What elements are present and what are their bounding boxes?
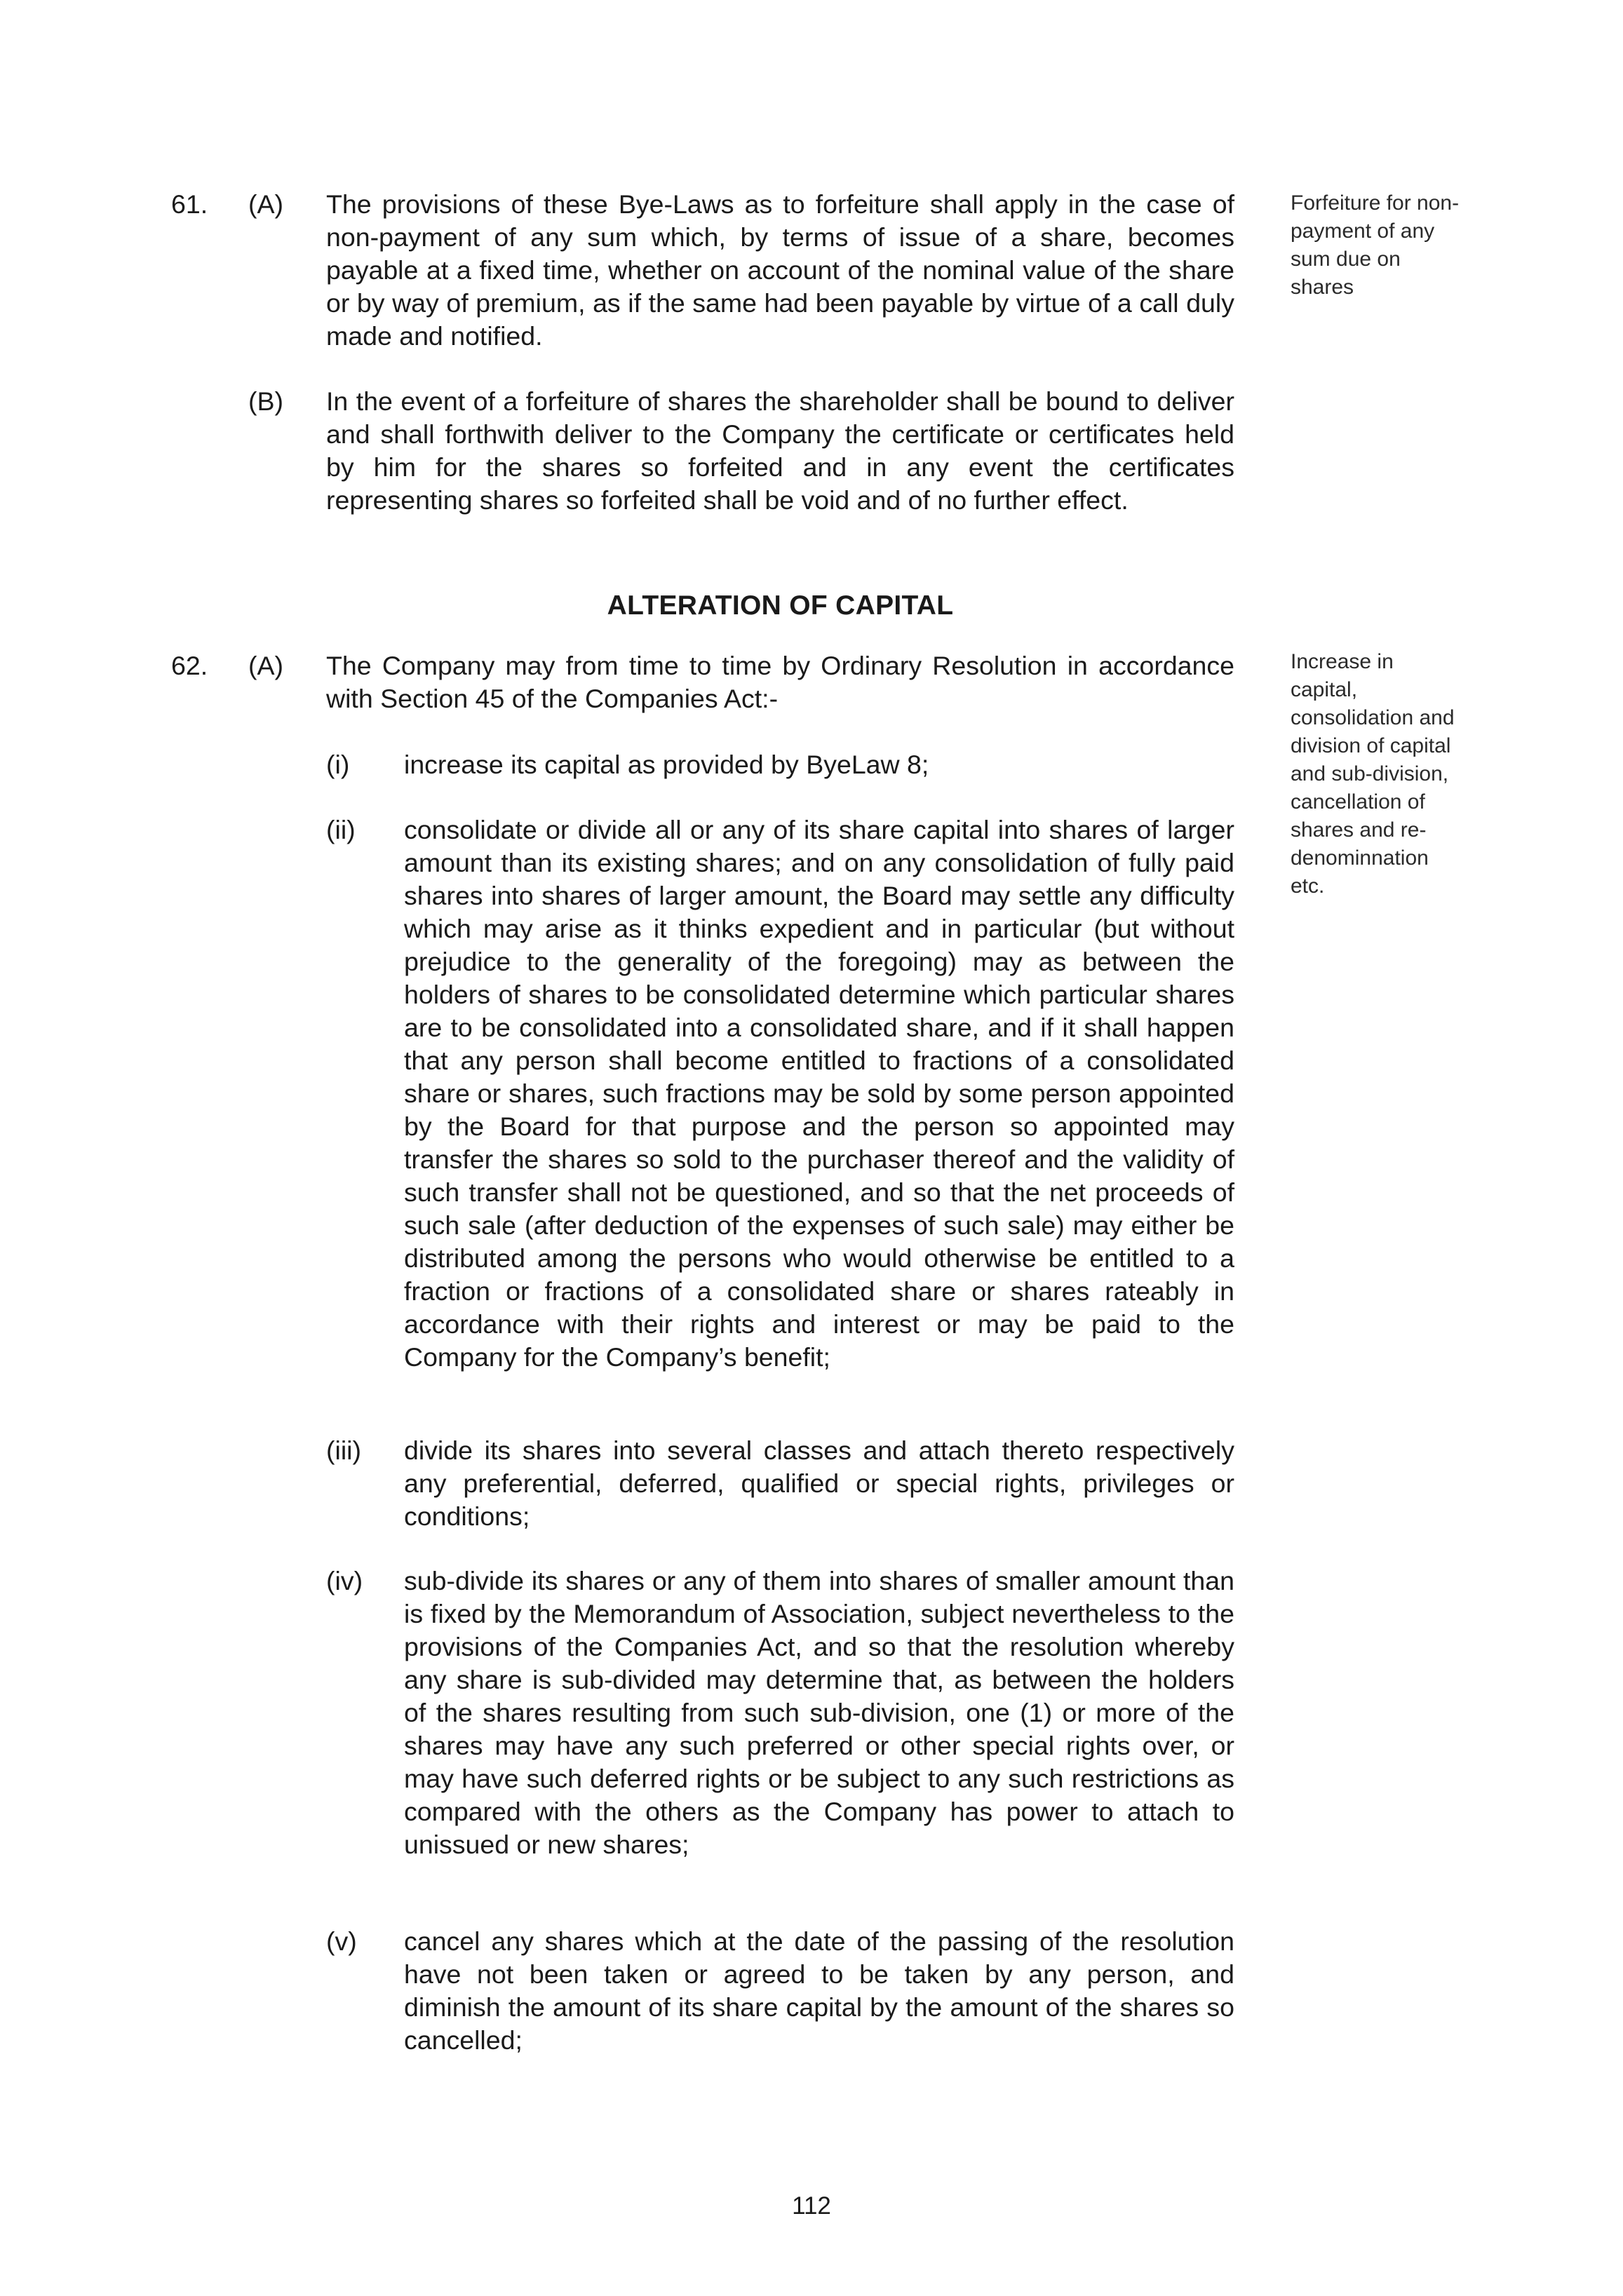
section-61-margin-note: Forfeiture for non-payment of any sum due on shares bbox=[1291, 191, 1460, 299]
section-61-a-label: (A) bbox=[248, 189, 283, 219]
section-61-b-label: (B) bbox=[248, 386, 283, 416]
section-62-a-label: (A) bbox=[248, 651, 283, 680]
item-ii-label: (ii) bbox=[326, 815, 356, 844]
item-iv-label: (iv) bbox=[326, 1566, 363, 1595]
item-v-text: cancel any shares which at the date of the passing of the resolution have not been taken or agreed to be taken by any person, and diminish the amount of its share capital by the amount of the shares so cancelled; bbox=[404, 1926, 1234, 2055]
section-62-a-text: The Company may from time to time by Ordinary Resolution in accordance with Section 45 of the Companies Act:- bbox=[326, 651, 1234, 713]
page-number: 112 bbox=[792, 2192, 831, 2220]
section-61-b-text: In the event of a forfeiture of shares the shareholder shall be bound to deliver and shall forthwith deliver to the Company the certificate or certificates held by him for the shares so forfeited and in any event the certificates representing shares so forfeited shall be void and of no further effect. bbox=[326, 386, 1234, 515]
item-i-label: (i) bbox=[326, 750, 350, 779]
item-iii-text: divide its shares into several classes and attach thereto respectively any preferential, deferred, qualified or special rights, privileges or conditions; bbox=[404, 1436, 1234, 1531]
item-iii-label: (iii) bbox=[326, 1436, 361, 1465]
item-i-text: increase its capital as provided by ByeLaw 8; bbox=[404, 750, 929, 779]
item-v-label: (v) bbox=[326, 1926, 357, 1956]
section-61-a-text: The provisions of these Bye-Laws as to forfeiture shall apply in the case of non-payment of any sum which, by terms of issue of a share, becomes payable at a fixed time, whether on account of the nominal value of the share or by way of premium, as if the same had been payable by virtue of a call duly made and notified. bbox=[326, 189, 1234, 351]
section-heading: ALTERATION OF CAPITAL bbox=[607, 590, 954, 621]
section-62-number: 62. bbox=[171, 651, 208, 680]
item-iv-text: sub-divide its shares or any of them into shares of smaller amount than is fixed by the Memorandum of Association, subject nevertheless to the provisions of the Companies Act, and so that the resolution whereby any share is sub-divided may determine that, as between the holders of the shares resulting from such sub-division, one (1) or more of the shares may have any such preferred or other special rights over, or may have such deferred rights or be subject to any such restrictions as compared with the others as the Company has power to attach to unissued or new shares; bbox=[404, 1566, 1234, 1859]
section-61-number: 61. bbox=[171, 189, 208, 219]
section-62-margin-note: Increase in capital, consolidation and division of capital and sub-division, cancellation of shares and re-denominnation etc. bbox=[1291, 650, 1455, 898]
item-ii-text: consolidate or divide all or any of its share capital into shares of larger amount than its existing shares; and on any consolidation of fully paid shares into shares of larger amount, the Board may settle any difficulty which may arise as it thinks expedient and in particular (but without prejudice to the generality of the foregoing) may as between the holders of shares to be consolidated determine which particular shares are to be consolidated into a consolidated share, and if it shall happen that any person shall become entitled to fractions of a consolidated share or shares, such fractions may be sold by some person appointed by the Board for that purpose and the person so appointed may transfer the shares so sold to the purchaser thereof and the validity of such transfer shall not be questioned, and so that the net proceeds of such sale (after deduction of the expenses of such sale) may either be distributed among the persons who would otherwise be entitled to a fraction or fractions of a consolidated share or shares rateably in accordance with their rights and interest or may be paid to the Company for the Company’s benefit; bbox=[404, 815, 1234, 1372]
